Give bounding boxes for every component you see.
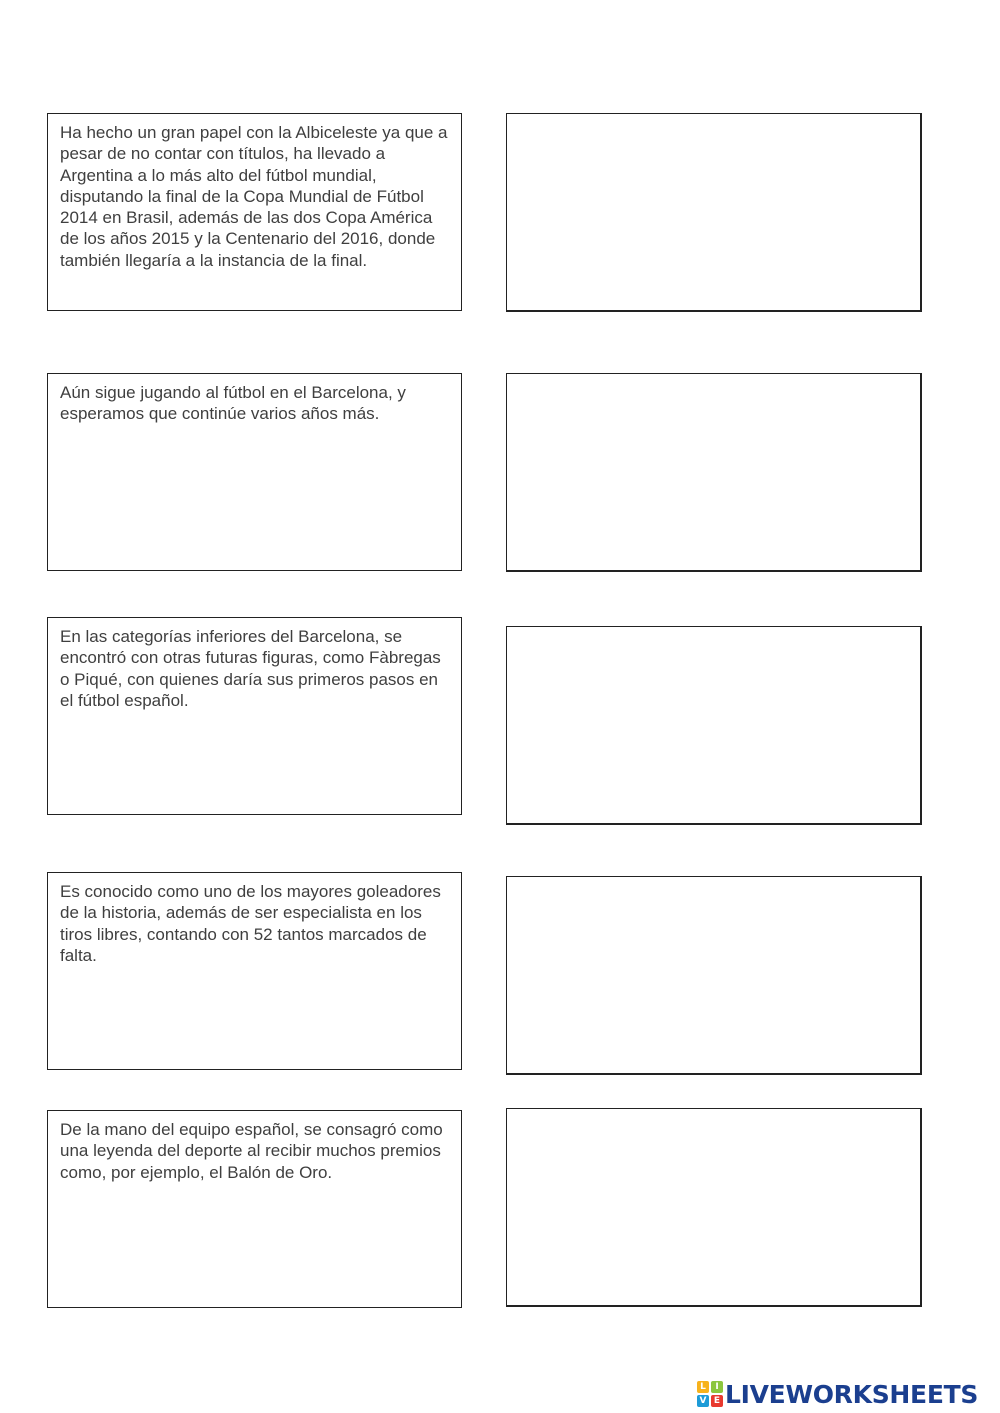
clue-text-4: Es conocido como uno de los mayores goleadores de la historia, además de ser especialista en los tiros libres, contando con 52 tantos marcados de falta. [60, 882, 441, 965]
card-row-5 [47, 1110, 922, 1310]
clue-box-1 [47, 113, 462, 311]
clue-box-4 [47, 872, 462, 1070]
clue-box-5 [47, 1110, 462, 1308]
card-row-1 [47, 113, 922, 313]
drop-zone-3[interactable] [506, 626, 922, 825]
drop-zone-5[interactable] [506, 1108, 922, 1307]
logo-wordmark: LIVEWORKSHEETS [725, 1379, 979, 1409]
clue-text-2: Aún sigue jugando al fútbol en el Barcelona, y esperamos que continúe varios años más. [60, 383, 406, 424]
liveworksheets-logo-icon [697, 1381, 723, 1407]
logo-tile-e: E [711, 1395, 723, 1407]
clue-text-5: De la mano del equipo español, se consagró como una leyenda del deporte al recibir muchos premios como, por ejemplo, el Balón de Oro. [60, 1120, 443, 1182]
liveworksheets-logo [697, 1378, 978, 1410]
clue-text-3: En las categorías inferiores del Barcelona, se encontró con otras futuras figuras, como Fàbregas o Piqué, con quienes daría sus primeros pasos en el fútbol español. [60, 627, 441, 710]
drop-zone-1[interactable] [506, 113, 922, 312]
clue-box-2 [47, 373, 462, 571]
clue-box-3 [47, 617, 462, 815]
logo-tile-v: V [697, 1395, 709, 1407]
drop-zone-2[interactable] [506, 373, 922, 572]
clue-text-1: Ha hecho un gran papel con la Albiceleste ya que a pesar de no contar con títulos, ha llevado a Argentina a lo más alto del fútbol mundial, disputando la final de la Copa Mundial de Fútbol 2014 en Brasil, además de las dos Copa América de los años 2015 y la Centenario del 2016, donde también llegaría a la instancia de la final. [60, 123, 448, 270]
card-row-3 [47, 617, 922, 817]
card-row-4 [47, 872, 922, 1072]
logo-tile-i: I [711, 1381, 723, 1393]
card-row-2 [47, 373, 922, 573]
logo-tile-l: L [697, 1381, 709, 1393]
drop-zone-4[interactable] [506, 876, 922, 1075]
